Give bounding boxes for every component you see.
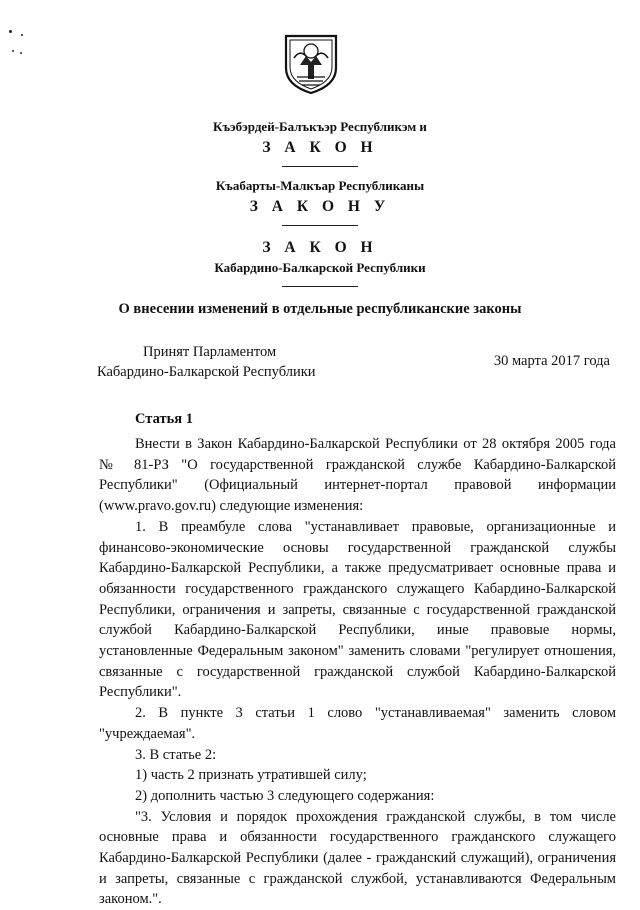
law-heading: О внесении изменений в отдельные республиканские законы <box>118 301 522 317</box>
header-kabardian-line: Къэбэрдей-Балъкъэр Республикэм и <box>213 119 427 134</box>
header-title-kabardian: З А К О Н <box>262 139 378 156</box>
adoption-block <box>97 342 316 382</box>
header-title-russian: З А К О Н <box>262 239 378 256</box>
article-title: Статья 1 <box>135 411 193 427</box>
header-divider <box>282 286 358 287</box>
paragraph: 2. В пункте 3 статьи 1 слово "устанавливаемая" заменить словом "учреждаемая". <box>99 705 616 742</box>
paragraph: 1. В преамбуле слова "устанавливает правовые, организационные и финансово-экономические основы государственной гражданской службы Кабардино-Балкарской Республики, а также предусматривает основные права и обязанности государственного гражданского служащего Кабардино-Балкарской Республики, ограничения и запреты, связанные с государственной гражданской службой Кабардино-Балкарской Республики, иные правовые нормы, установленные Федеральным законом" заменить словами "регулирует отношения, связанные с государственной гражданской службой Кабардино-Балкарской Республики". <box>99 518 616 701</box>
paragraph: Внести в Закон Кабардино-Балкарской Республики от 28 октября 2005 года № 81-РЗ "О государственной гражданской службе Кабардино-Балкарской Республики" (Официальный интернет-портал правовой информации (www.pravo.gov.ru) следующие изменения: <box>99 436 616 515</box>
header-divider <box>282 225 358 226</box>
paragraph: "3. Условия и порядок прохождения гражданской службы, в том числе основные права и обязанности государственного гражданского служащего Кабардино-Балкарской Республики (далее - гражданский служащий), ограничения и запреты, связанные с гражданской службой, устанавливаются Федеральным законом.". <box>99 808 616 908</box>
paragraph: 3. В статье 2: <box>135 746 217 763</box>
paragraph: 1) часть 2 признать утратившей силу; <box>135 767 367 784</box>
adopted-by-line: Принят Парламентом <box>143 344 277 360</box>
coat-of-arms-emblem <box>282 32 340 94</box>
header-balkar-line: Къабарты-Малкъар Республиканы <box>215 178 425 193</box>
header-divider <box>282 166 358 167</box>
header-title-balkar: З А К О Н У <box>249 198 391 215</box>
article-body <box>99 434 616 910</box>
adopted-parliament-line: Кабардино-Балкарской Республики <box>97 364 316 380</box>
paragraph: 2) дополнить частью 3 следующего содержания: <box>135 787 435 804</box>
adoption-date: 30 марта 2017 года <box>493 353 610 369</box>
header-russian-line: Кабардино-Балкарской Республики <box>214 260 426 275</box>
